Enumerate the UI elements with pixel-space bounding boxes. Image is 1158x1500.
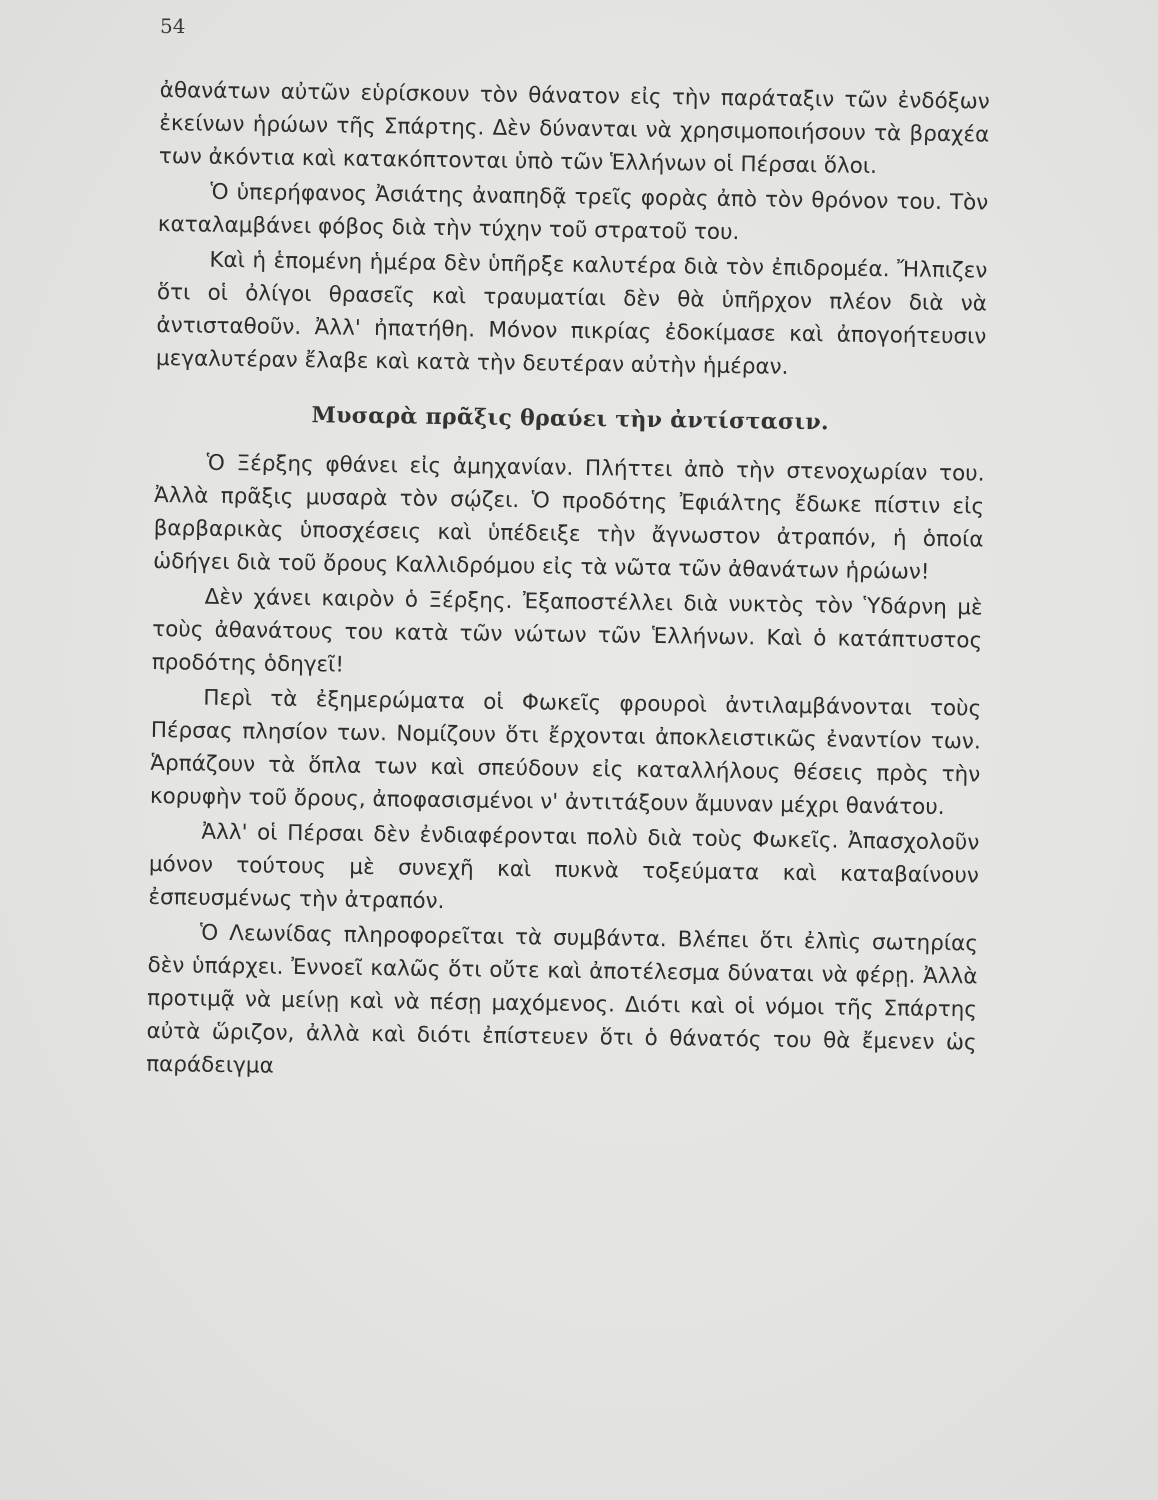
paragraph: Ὁ Ξέρξης φθάνει εἰς ἀμηχανίαν. Πλήττει ἀπὸ τὴν στενοχωρίαν του. Ἀλλὰ πρᾶξις μυσαρὰ τὸν σῴζει. Ὁ προδότης Ἐφιάλτης ἔδωκε πίστιν εἰς βαρβαρικὰς ὑποσχέσεις καὶ ὑπέδειξε τὴν ἄγνωστον ἀτραπόν, ἡ ὁποία ὡδήγει διὰ τοῦ ὄρους Καλλιδρόμου εἰς τὰ νῶτα τῶν ἀθανάτων ἡρώων!: [153, 450, 985, 585]
paragraph: Ἀλλ' οἱ Πέρσαι δὲν ἐνδιαφέρονται πολὺ διὰ τοὺς Φωκεῖς. Ἀπασχολοῦν μόνον τούτους μὲ συνεχῆ καὶ πυκνὰ τοξεύματα καὶ καταβαίνουν ἐσπευσμένως τὴν ἀτραπόν.: [148, 819, 980, 915]
paragraph: Περὶ τὰ ἐξημερώματα οἱ Φωκεῖς φρουροὶ ἀντιλαμβάνονται τοὺς Πέρσας πλησίον των. Νομίζουν ὅτι ἔρχονται ἀποκλειστικῶς ἐναντίον των. Ἁρπάζουν τὰ ὅπλα των καὶ σπεύδουν εἰς καταλλήλους θέσεις πρὸς τὴν κορυφὴν τοῦ ὄρους, ἀποφασισμένοι ν' ἀντιτάξουν ἄμυναν μέχρι θανάτου.: [149, 685, 982, 821]
paragraph: ἀθανάτων αὐτῶν εὑρίσκουν τὸν θάνατον εἰς τὴν παράταξιν τῶν ἐνδόξων ἐκείνων ἡρώων τῆς Σπάρτης. Δὲν δύνανται νὰ χρησιμοποιήσουν τὰ βραχέα των ἀκόντια καὶ κατακόπτονται ὑπὸ τῶν Ἑλλήνων οἱ Πέρσαι ὅλοι.: [158, 77, 990, 180]
paragraph: Ὁ ὑπερήφανος Ἀσιάτης ἀναπηδᾷ τρεῖς φορὰς ἀπὸ τὸν θρόνον του. Τὸν καταλαμβάνει φόβος διὰ τὴν τύχην τοῦ στρατοῦ του.: [157, 179, 989, 246]
paragraph: Καὶ ἡ ἑπομένη ἡμέρα δὲν ὑπῆρξε καλυτέρα διὰ τὸν ἐπιδρομέα. Ἤλπιζεν ὅτι οἱ ὀλίγοι θρασεῖς καὶ τραυματίαι δὲν θὰ ὑπῆρχον πλέον διὰ νὰ ἀντισταθοῦν. Ἀλλ' ἠπατήθη. Μόνον πικρίας ἐδοκίμασε καὶ ἀπογοήτευσιν μεγαλυτέραν ἔλαβε καὶ κατὰ τὴν δευτέραν αὐτὴν ἡμέραν.: [155, 247, 988, 380]
page-number: 54: [160, 14, 186, 38]
section-title: Μυσαρὰ πρᾶξις θραύει τὴν ἀντίστασιν.: [311, 402, 830, 436]
paragraph: Ὁ Λεωνίδας πληροφορεῖται τὰ συμβάντα. Βλέπει ὅτι ἐλπὶς σωτηρίας δὲν ὑπάρχει. Ἐννοεῖ καλῶς ὅτι οὔτε καὶ ἀποτέλεσμα δύναται νὰ φέρῃ. Ἀλλὰ προτιμᾷ νὰ μείνῃ καὶ νὰ πέσῃ μαχόμενος. Διότι καὶ οἱ νόμοι τῆς Σπάρτης αὐτὰ ὥριζον, ἀλλὰ καὶ διότι ἐπίστευεν ὅτι ὁ θάνατός του θὰ ἔμενεν ὡς παράδειγμα: [145, 920, 979, 1079]
paragraph: Δὲν χάνει καιρὸν ὁ Ξέρξης. Ἐξαποστέλλει διὰ νυκτὸς τὸν Ὑδάρνη μὲ τοὺς ἀθανάτους του κατὰ τῶν νώτων τῶν Ἑλλήνων. Καὶ ὁ κατάπτυστος προδότης ὁδηγεῖ!: [151, 584, 983, 678]
body-text: [146, 74, 990, 1094]
